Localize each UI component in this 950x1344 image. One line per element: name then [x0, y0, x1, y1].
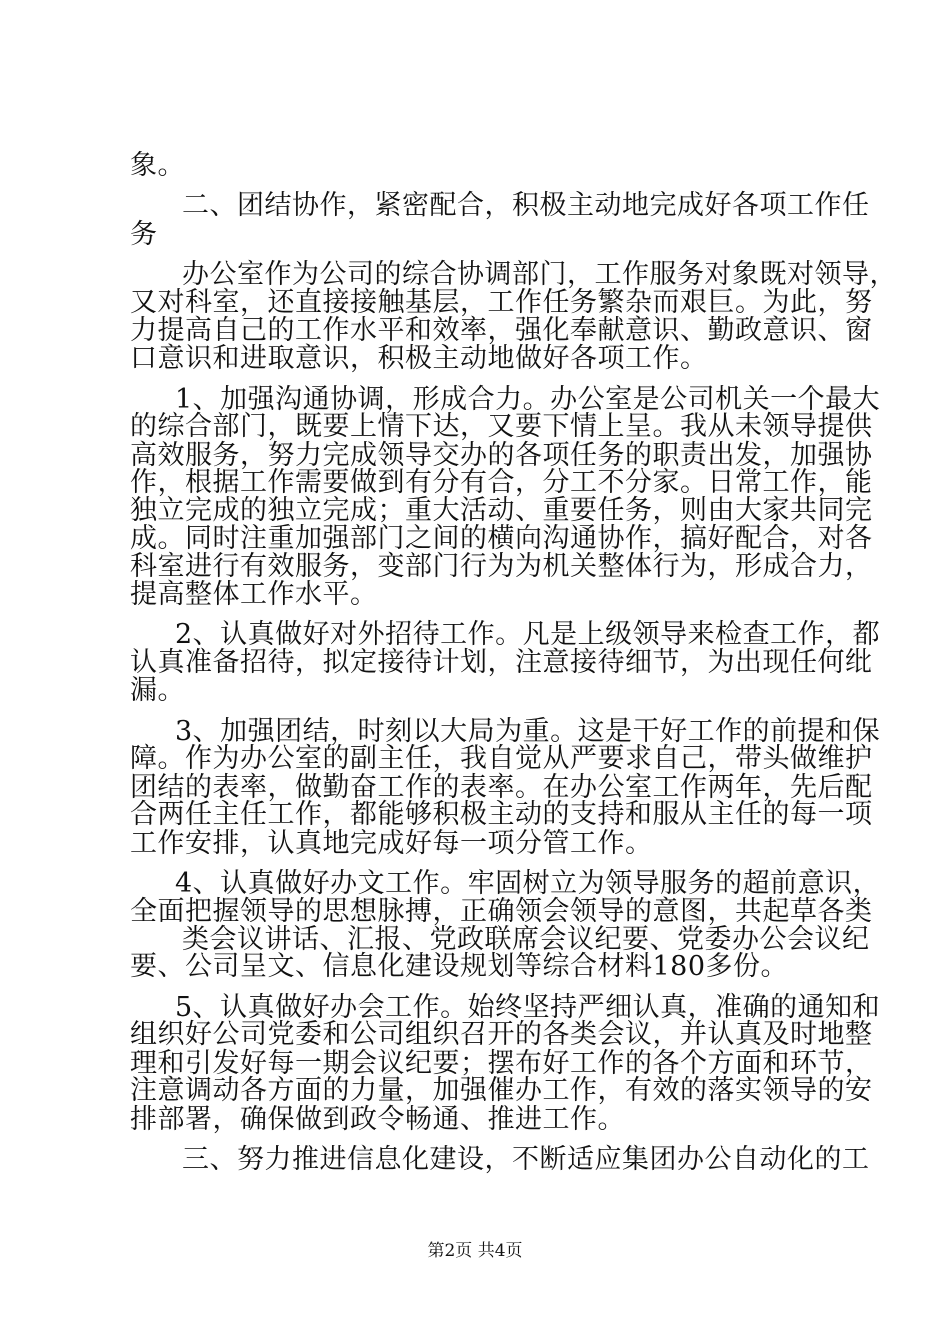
- text-line: 口意识和进取意识，积极主动地做好各项工作。: [130, 343, 708, 374]
- text-line: 5、认真做好办会工作。始终坚持严细认真，准确的通知和: [175, 992, 881, 1023]
- text-line: 排部署，确保做到政令畅通、推进工作。: [130, 1104, 625, 1135]
- text-line: 团结的表率，做勤奋工作的表率。在办公室工作两年，先后配: [130, 772, 873, 803]
- text-line: 合两任主任工作，都能够积极主动的支持和服从主任的每一项: [130, 799, 873, 830]
- text-line: 4、认真做好办文工作。牢固树立为领导服务的超前意识，: [175, 868, 881, 899]
- text-line: 又对科室，还直接接触基层，工作任务繁杂而艰巨。为此，努: [130, 287, 873, 318]
- text-line: 组织好公司党委和公司组织召开的各类会议，并认真及时地整: [130, 1019, 873, 1050]
- text-line: 全面把握领导的思想脉搏，正确领会领导的意图，共起草各类: [130, 896, 873, 927]
- text-line: 科室进行有效服务，变部门行为为机关整体行为，形成合力，: [130, 551, 873, 582]
- text-line: 类会议讲话、汇报、党政联席会议纪要、党委办公会议纪: [182, 924, 870, 955]
- text-line: 2、认真做好对外招待工作。凡是上级领导来检查工作，都: [175, 619, 881, 650]
- text-line: 成。同时注重加强部门之间的横向沟通协作，搞好配合，对各: [130, 523, 873, 554]
- text-line: 漏。: [130, 675, 185, 706]
- text-line: 提高整体工作水平。: [130, 579, 378, 610]
- text-line: 办公室作为公司的综合协调部门，工作服务对象既对领导，: [182, 259, 897, 290]
- text-line: 3、加强团结，时刻以大局为重。这是干好工作的前提和保: [175, 716, 881, 747]
- text-line: 理和引发好每一期会议纪要；摆布好工作的各个方面和环节，: [130, 1048, 873, 1079]
- text-line: 工作安排，认真地完成好每一项分管工作。: [130, 828, 653, 859]
- text-line: 认真准备招待，拟定接待计划，注意接待细节，为出现任何纰: [130, 647, 873, 678]
- text-line: 作，根据工作需要做到有分有合，分工不分家。日常工作，能: [130, 467, 873, 498]
- section-heading: 二、团结协作，紧密配合，积极主动地完成好各项工作任: [182, 190, 870, 221]
- page-number-footer: 第2页 共4页: [427, 1241, 523, 1261]
- text-line: 的综合部门，既要上情下达，又要下情上呈。我从未领导提供: [130, 411, 873, 442]
- text-line: 1、加强沟通协调，形成合力。办公室是公司机关一个最大: [175, 384, 881, 415]
- text-line: 独立完成的独立完成；重大活动、重要任务，则由大家共同完: [130, 495, 873, 526]
- section-heading-continued: 务: [130, 219, 158, 250]
- text-line: 象。: [130, 150, 185, 181]
- text-line: 注意调动各方面的力量，加强催办工作，有效的落实领导的安: [130, 1075, 873, 1106]
- text-line: 力提高自己的工作水平和效率，强化奉献意识、勤政意识、窗: [130, 315, 873, 346]
- text-line: 要、公司呈文、信息化建设规划等综合材料180多份。: [130, 951, 789, 982]
- section-heading: 三、努力推进信息化建设，不断适应集团办公自动化的工: [182, 1144, 870, 1175]
- text-line: 高效服务，努力完成领导交办的各项任务的职责出发，加强协: [130, 440, 873, 471]
- text-line: 障。作为办公室的副主任，我自觉从严要求自己，带头做维护: [130, 743, 873, 774]
